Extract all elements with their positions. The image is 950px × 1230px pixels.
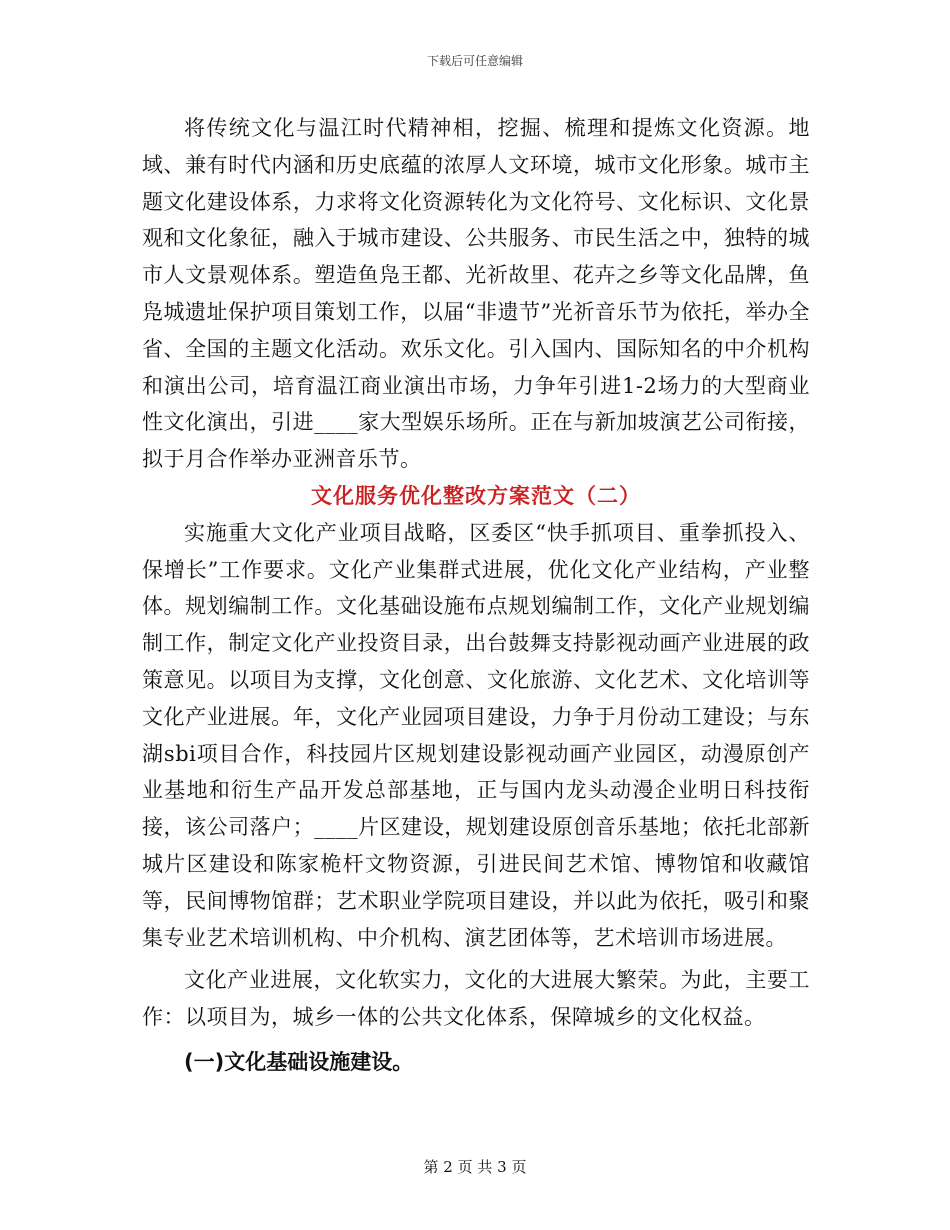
paragraph-main-work: 文化产业进展，文化软实力，文化的大进展大繁荣。为此，主要工作：以项目为，城乡一体的公共文化体系，保障城乡的文化权益。 <box>142 968 810 1030</box>
page-header: 下载后可任意编辑 <box>426 54 523 68</box>
paragraph-culture-resources: 将传统文化与温江时代精神相，挖掘、梳理和提炼文化资源。地域、兼有时代内涵和历史底蕴的浓厚人文环境，城市文化形象。城市主题文化建设体系，力求将文化资源转化为文化符号、文化标识、文化景观和文化象征，融入于城市建设、公共服务、市民生活之中，独特的城市人文景观体系。塑造鱼凫王都、光祈故里、花卉之乡等文化品牌，鱼凫城遗址保护项目策划工作，以届“非遗节”光祈音乐节为依托，举办全省、全国的主题文化活动。欢乐文化。引入国内、国际知名的中介机构和演出公司，培育温江商业演出市场，力争年引进1-2场力的大型商业性文化演出，引进____家大型娱乐场所。正在与新加坡演艺公司衔接，拟于月合作举办亚洲音乐节。 <box>142 116 810 472</box>
section-title: 文化服务优化整改方案范文（二） <box>311 483 641 508</box>
page-number: 第 2 页 共 3 页 <box>423 1158 527 1176</box>
paragraph-industry-projects: 实施重大文化产业项目战略，区委区“快手抓项目、重拳抓投入、保增长”工作要求。文化产业集群式进展，优化文化产业结构，产业整体。规划编制工作。文化基础设施布点规划编制工作，文化产业规划编制工作，制定文化产业投资目录，出台鼓舞支持影视动画产业进展的政策意见。以项目为支撑，文化创意、文化旅游、文化艺术、文化培训等文化产业进展。年，文化产业园项目建设，力争于月份动工建设；与东湖sbi项目合作，科技园片区规划建设影视动画产业园区，动漫原创产业基地和衍生产品开发总部基地，正与国内龙头动漫企业明日科技衔接，该公司落户；____片区建设，规划建设原创音乐基地；依托北部新城片区建设和陈家桅杆文物资源，引进民间艺术馆、博物馆和收藏馆等，民间博物馆群；艺术职业学院项目建设，并以此为依托，吸引和聚集专业艺术培训机构、中介机构、演艺团体等，艺术培训市场进展。 <box>142 520 810 950</box>
document-body <box>142 110 810 1081</box>
subsection-heading: (一)文化基础设施建设。 <box>184 1049 414 1074</box>
